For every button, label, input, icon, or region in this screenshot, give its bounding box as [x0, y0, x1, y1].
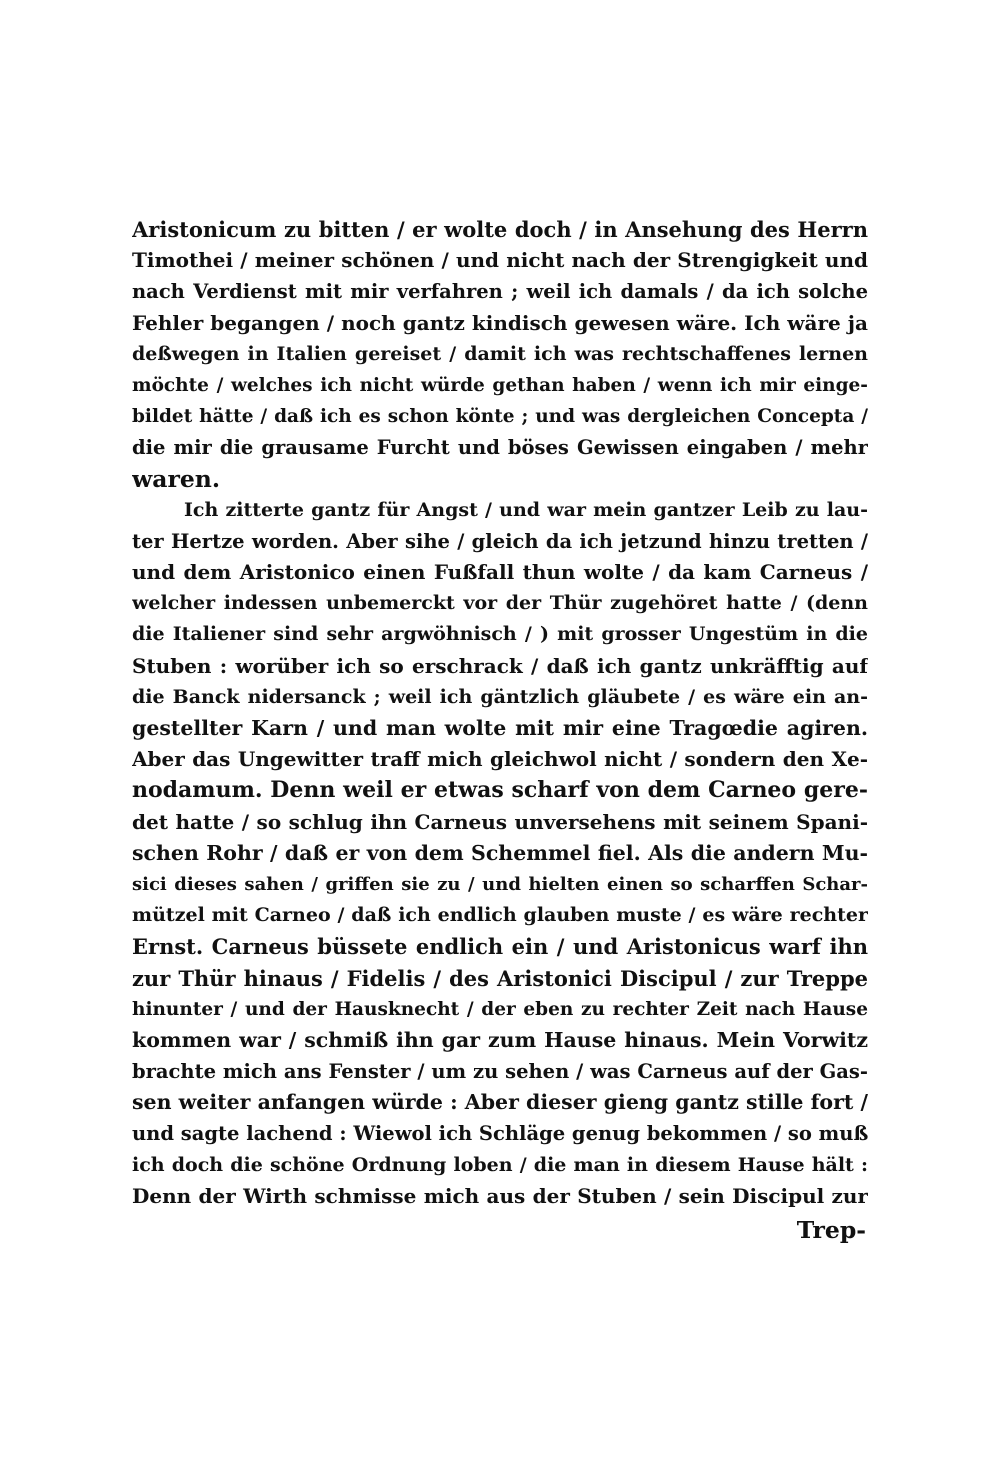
text-line: möchte / welches ich nicht würde gethan haben / wenn ich mir einge-: [132, 374, 868, 396]
text-line: nodamum. Denn weil er etwas scharf von dem Carneo gere-: [132, 777, 868, 804]
text-line: ich doch die schöne Ordnung loben / die man in diesem Hause hält :: [132, 1153, 868, 1176]
text-line: mützel mit Carneo / daß ich endlich glauben muste / es wäre rechter: [132, 904, 868, 927]
text-line: und sagte lachend : Wiewol ich Schläge genug bekommen / so muß: [132, 1122, 868, 1146]
text-line: Ernst. Carneus büssete endlich ein / und Aristonicus warf ihn: [132, 934, 868, 960]
text-line: zur Thür hinaus / Fidelis / des Aristonici Discipul / zur Treppe: [132, 965, 868, 991]
text-line: kommen war / schmiß ihn gar zum Hause hinaus. Mein Vorwitz: [132, 1027, 868, 1052]
text-line: Denn der Wirth schmisse mich aus der Stuben / sein Discipul zur: [132, 1183, 868, 1208]
text-line: det hatte / so schlug ihn Carneus unversehens mit seinem Spani-: [132, 809, 868, 834]
text-line: welcher indessen unbemerckt vor der Thür zugehöret hatte / (denn: [132, 592, 868, 615]
catchword: Trep-: [796, 1216, 866, 1244]
text-line-paragraph-start: Ich zitterte gantz für Angst / und war mein gantzer Leib zu lau-: [184, 498, 868, 521]
text-line: die Banck nidersanck ; weil ich gäntzlich gläubete / es wäre ein an-: [132, 685, 868, 708]
text-line: bildet hätte / daß ich es schon könte ; und was dergleichen Concepta /: [132, 406, 868, 428]
text-line: die Italiener sind sehr argwöhnisch / ) mit grosser Ungestüm in die: [132, 623, 868, 646]
text-line: und dem Aristonico einen Fußfall thun wolte / da kam Carneus /: [132, 560, 868, 585]
text-line: waren.: [132, 464, 221, 493]
text-line: schen Rohr / daß er von dem Schemmel fiel. Als die andern Mu-: [132, 840, 868, 865]
body-text: [132, 214, 868, 1212]
text-line: deßwegen in Italien gereiset / damit ich was rechtschaffenes lernen: [132, 342, 868, 365]
text-line: Timothei / meiner schönen / und nicht nach der Strengigkeit und: [132, 248, 868, 273]
text-line: Stuben : worüber ich so erschrack / daß ich gantz unkräfftig auf: [132, 653, 868, 678]
text-line: Fehler begangen / noch gantz kindisch gewesen wäre. Ich wäre ja: [132, 310, 868, 335]
text-line: sici dieses sahen / griffen sie zu / und hielten einen so scharffen Schar-: [132, 873, 868, 895]
text-line: nach Verdienst mit mir verfahren ; weil ich damals / da ich solche: [132, 280, 868, 304]
text-line: Aristonicum zu bitten / er wolte doch / in Ansehung des Herrn: [132, 217, 868, 242]
text-line: brachte mich ans Fenster / um zu sehen / was Carneus auf der Gas-: [132, 1060, 868, 1084]
text-line: Aber das Ungewitter traff mich gleichwol nicht / sondern den Xe-: [132, 747, 868, 772]
text-line: gestellter Karn / und man wolte mit mir eine Tragœdie agiren.: [132, 716, 868, 740]
text-line: sen weiter anfangen würde : Aber dieser gieng gantz stille fort /: [132, 1090, 868, 1115]
text-line: hinunter / und der Hausknecht / der eben zu rechter Zeit nach Hause: [132, 998, 868, 1020]
text-line: ter Hertze worden. Aber sihe / gleich da ich jetzund hinzu tretten /: [132, 529, 868, 553]
text-line: die mir die grausame Furcht und böses Gewissen eingaben / mehr: [132, 436, 868, 460]
